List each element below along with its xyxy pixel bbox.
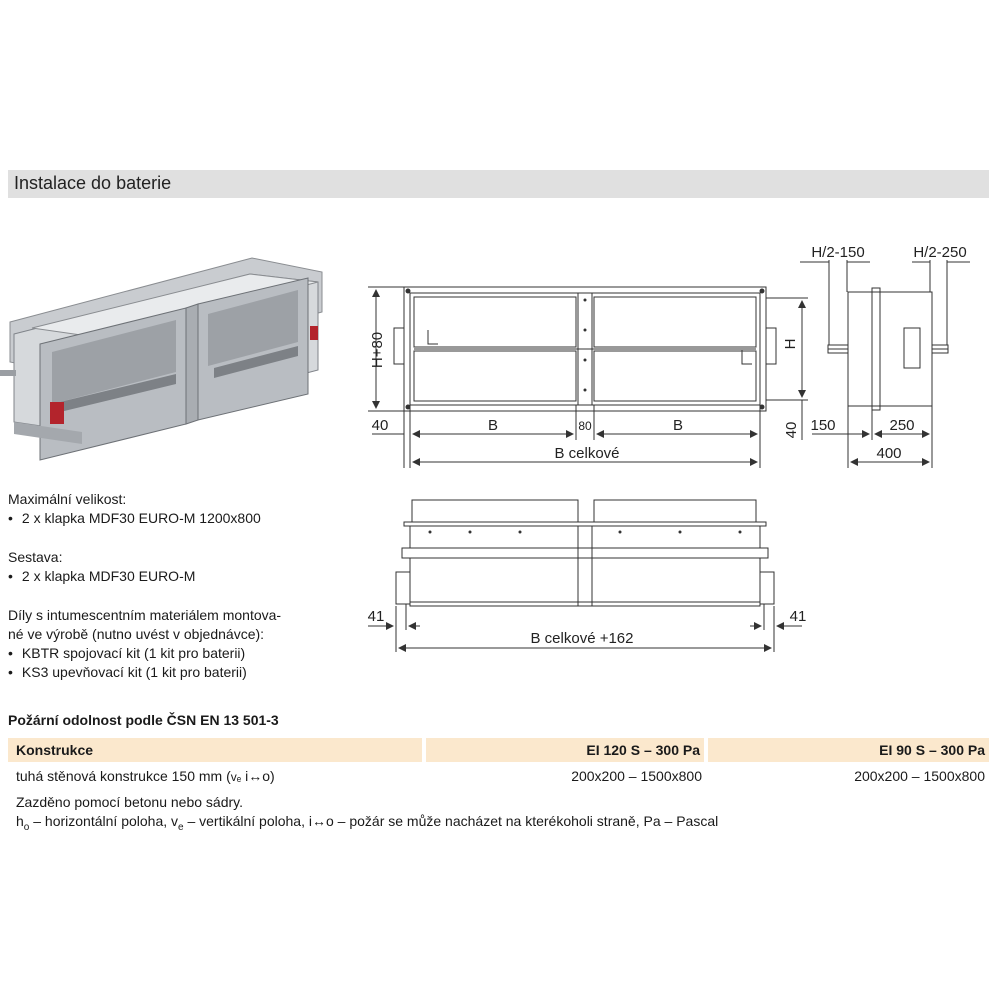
construction-io: i↔o) [241,768,275,784]
front-view-drawing [340,238,990,470]
legend-text-1: – horizontální poloha, v [29,813,179,829]
dim-b-total: B celkové [554,445,620,462]
note-legend [16,813,718,833]
table-cell-ei90: 200x200 – 1500x800 [854,768,985,784]
construction-ve: vₑ [230,770,242,784]
top-view-drawing [360,496,820,658]
max-size-item: • 2 x klapka MDF30 EURO-M 1200x800 [8,509,261,528]
max-size-block [8,490,261,528]
dim-h80: H+80 [369,331,386,369]
dim-h2-150: H/2-150 [811,244,865,261]
dim-150: 150 [810,417,836,434]
legend-e: e [178,821,184,833]
table-header-ei120 [426,738,704,762]
section-title: Instalace do baterie [14,173,172,193]
header-ei120: EI 120 S – 300 Pa [586,742,700,758]
dim-40-right: 40 [783,421,800,439]
parts-line-2: né ve výrobě (nutno uvést v objednávce): [8,626,265,642]
assembly-item: • 2 x klapka MDF30 EURO-M [8,567,195,586]
fire-resistance-title: Požární odolnost podle ČSN EN 13 501-3 [8,712,279,728]
dim-b-left: B [487,417,499,434]
parts-item-ks3: • KS3 upevňovací kit (1 kit pro baterii) [8,663,281,682]
legend-o: o [23,821,30,833]
dim-h2-250: H/2-250 [913,244,967,261]
legend-h: h [16,813,24,829]
legend-text-2: – vertikální poloha, i↔o – požár se může nacházet na kterékoholi straně, Pa – Pascal [183,813,719,829]
table-header-construction [8,738,422,762]
dim-41-right: 41 [789,608,807,625]
header-konstrukce: Konstrukce [16,742,94,758]
parts-line-1: Díly s intumescentním materiálem montova- [8,607,282,623]
parts-block [8,606,281,682]
dim-80: 80 [578,419,592,433]
assembly-title: Sestava: [8,549,63,565]
dim-41-left: 41 [367,608,385,625]
header-ei90: EI 90 S – 300 Pa [879,742,985,758]
note-masonry: Zazděno pomocí betonu nebo sádry. [16,794,244,810]
dim-h: H [782,338,799,350]
table-cell-ei120: 200x200 – 1500x800 [571,768,702,784]
construction-text: tuhá stěnová konstrukce 150 mm ( [16,768,231,784]
dim-400: 400 [876,445,902,462]
assembly-block [8,548,195,586]
dim-250: 250 [889,417,915,434]
table-header-ei90 [708,738,989,762]
product-3d-illustration [0,252,330,467]
max-size-title: Maximální velikost: [8,491,127,507]
dim-b-total-162: B celkové +162 [530,630,634,647]
table-row-construction [16,768,275,784]
dim-b-right: B [672,417,684,434]
dim-40-left: 40 [371,417,389,434]
section-header [8,170,989,198]
parts-item-kbtr: • KBTR spojovací kit (1 kit pro baterii) [8,644,281,663]
